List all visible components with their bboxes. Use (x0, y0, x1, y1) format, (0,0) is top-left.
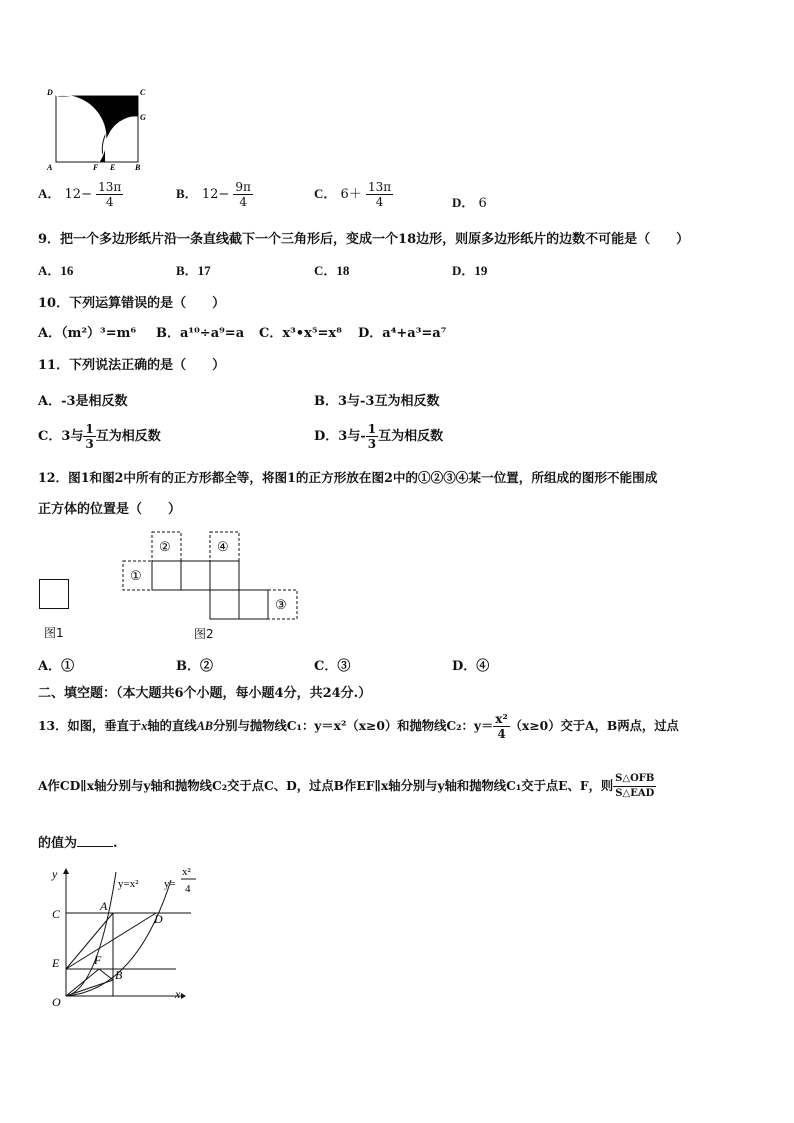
fig13-label-f: F (94, 953, 102, 967)
fig2-mark-3: ③ (275, 597, 287, 612)
fig13-curve2-label-pre: y= (164, 878, 176, 890)
fig13-curve2-label-den: 4 (185, 883, 191, 895)
q10-option-a: A．（m²）³=m⁶ (38, 326, 137, 341)
q13-answer-blank (77, 846, 113, 847)
fig13-label-o: O (52, 995, 61, 1009)
q13-line2: A作CD∥x轴分别与y轴和抛物线C₂交于点C、D，过点B作EF∥x轴分别与y轴和抛物线C₁交于点E、F，则 $\frac{\text{S△OFB}}{\text{S△EAD}}$ (38, 773, 655, 799)
fig13-label-y: y (52, 867, 58, 881)
q13-line1: 13．如图，垂直于x轴的直线AB分别与抛物线C₁：y＝x²（x≥0）和抛物线C₂：y＝ $\frac{\text{x²}}{4}$ （x≥0）交于A，B两点，过点 (38, 712, 679, 741)
q10-stem: 10．下列运算错误的是（ ） (38, 296, 226, 311)
q9-option-b: B．17 (176, 263, 211, 278)
q10-option-b: B．a¹⁰÷a⁹=a (156, 326, 245, 341)
q11-option-a: A．-3是相反数 (38, 394, 128, 409)
q9-option-c: C．18 (314, 263, 350, 278)
q12-stem-line2: 正方体的位置是（ ） (38, 502, 182, 517)
q8-option-a: A． 12− $\frac{13\pi}{4}$ (38, 180, 122, 209)
q8-figure (44, 86, 154, 172)
fig13-label-b: B (115, 968, 123, 982)
fig13-label-c: C (52, 907, 61, 921)
fig8-label-d: D (47, 88, 53, 97)
q8-option-d: D． 6 (452, 195, 487, 211)
fig8-label-b: B (135, 163, 141, 172)
fig13-curve2-label-num: x² (182, 866, 191, 878)
q11-option-c: C．3与 $\frac{1}{3}$ 互为相反数 (38, 422, 161, 451)
q12-figure1-caption: 图1 (44, 626, 64, 640)
q13-figure (46, 860, 206, 1010)
section2-heading: 二、填空题：（本大题共6个小题，每小题4分，共24分.） (38, 686, 372, 701)
q12-figure2-caption: 图2 (194, 627, 214, 641)
fig8-label-c: C (140, 88, 146, 97)
q12-figure1-square (39, 579, 69, 609)
q9-stem: 9．把一个多边形纸片沿一条直线截下一个三角形后，变成一个18边形，则原多边形纸片的边数不可能是（ ） (38, 232, 690, 247)
q12-stem-line1: 12．图1和图2中所有的正方形都全等，将图1的正方形放在图2中的①②③④某一位置，所组成的图形不能围成 (38, 470, 658, 485)
fig8-label-f: F (93, 163, 99, 172)
q11-option-d: D．3与- $\frac{1}{3}$ 互为相反数 (314, 422, 444, 451)
q12-option-c: C．③ (314, 659, 351, 674)
q12-figure2 (120, 528, 302, 624)
fig8-label-a: A (47, 163, 53, 172)
q12-option-d: D．④ (452, 659, 490, 674)
fig13-label-d: D (154, 912, 163, 926)
q8-option-b: B． 12− $\frac{9\pi}{4}$ (176, 180, 251, 209)
fig2-mark-1: ① (130, 568, 142, 583)
q10-option-d: D．a⁴+a³=a⁷ (358, 326, 447, 341)
fig13-label-a: A (100, 899, 108, 913)
fig13-label-x: x (175, 987, 181, 1001)
q9-option-d: D．19 (452, 263, 488, 278)
fig2-mark-4: ④ (217, 539, 229, 554)
fig8-label-e: E (110, 163, 116, 172)
q12-option-b: B．② (176, 659, 214, 674)
q13-line3: 的值为 . (38, 836, 118, 851)
q11-stem: 11．下列说法正确的是（ ） (38, 358, 226, 373)
q10-option-c: C．x³•x⁵=x⁸ (259, 326, 342, 341)
fig8-label-g: G (140, 113, 146, 122)
q12-option-a: A．① (38, 659, 75, 674)
fig13-curve1-label: y=x² (118, 878, 139, 890)
fig13-label-e: E (52, 956, 60, 970)
q9-option-a: A．16 (38, 263, 74, 278)
fig2-mark-2: ② (159, 539, 171, 554)
q8-option-c: C． 6＋ $\frac{13\pi}{4}$ (314, 180, 392, 209)
q11-option-b: B．3与-3互为相反数 (314, 394, 440, 409)
